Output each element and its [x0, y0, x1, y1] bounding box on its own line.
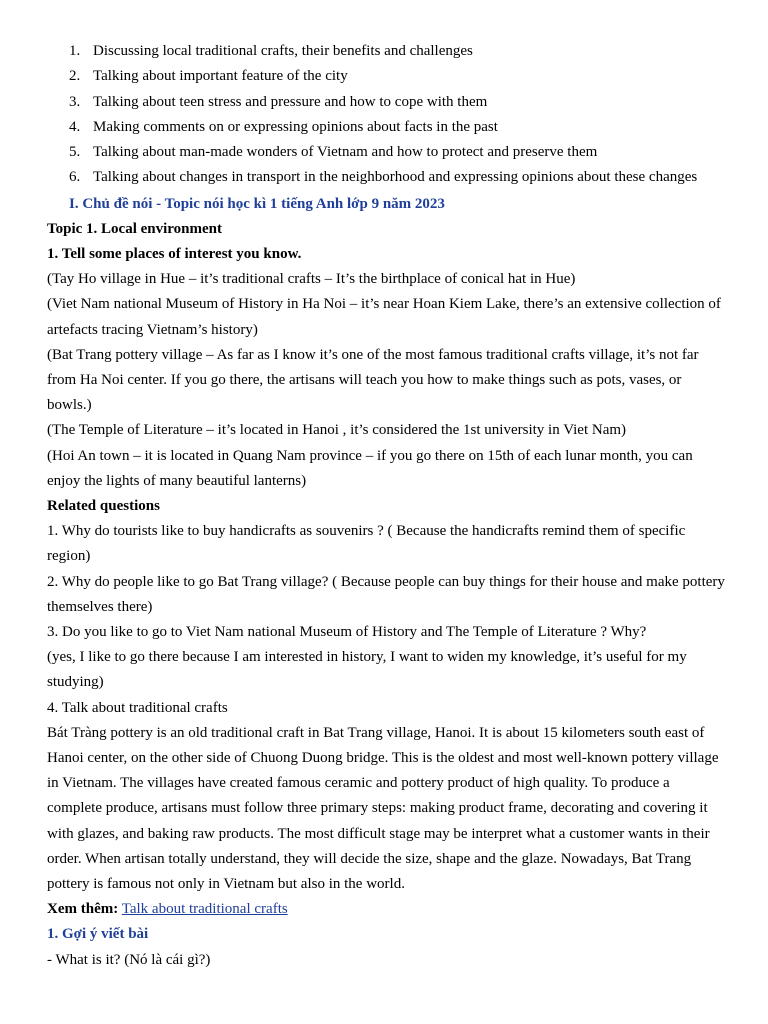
list-number: 1.: [69, 43, 81, 59]
list-item: [47, 39, 727, 64]
place-paragraph: (Hoi An town – it is located in Quang Nam province – if you go there on 15th of each lunar month, you can enjoy the lights of many beautiful lanterns): [47, 447, 693, 489]
list-number: 4.: [69, 118, 81, 135]
list-item: [47, 140, 727, 165]
section-heading: I. Chủ đề nói - Topic nói học kì 1 tiếng Anh lớp 9 năm 2023: [69, 195, 445, 212]
traditional-crafts-paragraph: Bát Tràng pottery is an old traditional craft in Bat Trang village, Hanoi. It is about 15 kilometers south east of Hanoi center, on the other side of Chuong Duong bridge. This is the oldest and most well-known pottery village in Vietnam. The villages have created famous ceramic and pottery product of high quality. To produce a complete produce, artisans must follow three primary steps: making product frame, decorating and covering it with glazes, and baking raw products. The most difficult stage may be interpret what a customer wants in their order. When artisan totally understand, they will decide the size, shape and the glaze. Nowadays, Bat Trang pottery is famous not only in Vietnam but also in the world.: [47, 724, 719, 893]
list-item: [47, 165, 727, 190]
writing-prompt: - What is it? (Nó là cái gì?): [47, 951, 211, 968]
list-item: [47, 90, 727, 115]
related-questions-title: Related questions: [47, 498, 160, 515]
topic-list: [47, 39, 727, 191]
list-text: Talking about teen stress and pressure and how to cope with them: [93, 93, 488, 110]
see-more-link[interactable]: Talk about traditional crafts: [121, 901, 288, 918]
list-text: Talking about changes in transport in the neighborhood and expressing opinions about these changes: [93, 169, 698, 186]
list-item: [47, 64, 727, 89]
document-page: [47, 39, 727, 973]
place-paragraph: (The Temple of Literature – it’s located in Hanoi , it’s considered the 1st university in Viet Nam): [47, 422, 627, 439]
list-text: Talking about important feature of the city: [93, 68, 348, 85]
list-text: Talking about man-made wonders of Vietnam and how to protect and preserve them: [93, 144, 598, 161]
see-more-label: Xem thêm:: [47, 901, 119, 918]
see-more-line: [47, 897, 727, 922]
topic-title: Topic 1. Local environment: [47, 220, 223, 237]
place-paragraph: (Tay Ho village in Hue – it’s traditional crafts – It’s the birthplace of conical hat in Hue): [47, 271, 576, 288]
list-number: 6.: [69, 169, 81, 186]
place-paragraph: (Bat Trang pottery village – As far as I know it’s one of the most famous traditional crafts village, it’s not far from Ha Noi center. If you go there, the artisans will teach you how to make things such as pots, vases, or bowls.): [47, 346, 699, 414]
related-question: 1. Why do tourists like to buy handicrafts as souvenirs ? ( Because the handicrafts remind them of specific region): [47, 523, 686, 565]
related-answer: (yes, I like to go there because I am interested in history, I want to widen my knowledge, it’s useful for my studying): [47, 649, 687, 691]
list-number: 5.: [69, 144, 81, 161]
writing-heading: 1. Gợi ý viết bài: [47, 926, 149, 943]
list-number: 3.: [69, 93, 81, 110]
list-item: [47, 115, 727, 140]
list-text: Making comments on or expressing opinions about facts in the past: [93, 118, 498, 135]
related-question: 3. Do you like to go to Viet Nam national Museum of History and The Temple of Literature ? Why?: [47, 624, 647, 641]
related-question: 2. Why do people like to go Bat Trang village? ( Because people can buy things for their house and make pottery themselves there): [47, 573, 725, 615]
related-question: 4. Talk about traditional crafts: [47, 699, 228, 716]
list-text: Discussing local traditional crafts, their benefits and challenges: [93, 43, 473, 59]
place-paragraph: (Viet Nam national Museum of History in Ha Noi – it’s near Hoan Kiem Lake, there’s an extensive collection of artefacts tracing Vietnam’s history): [47, 296, 721, 338]
list-number: 2.: [69, 68, 81, 85]
question-title: 1. Tell some places of interest you know.: [47, 245, 302, 262]
